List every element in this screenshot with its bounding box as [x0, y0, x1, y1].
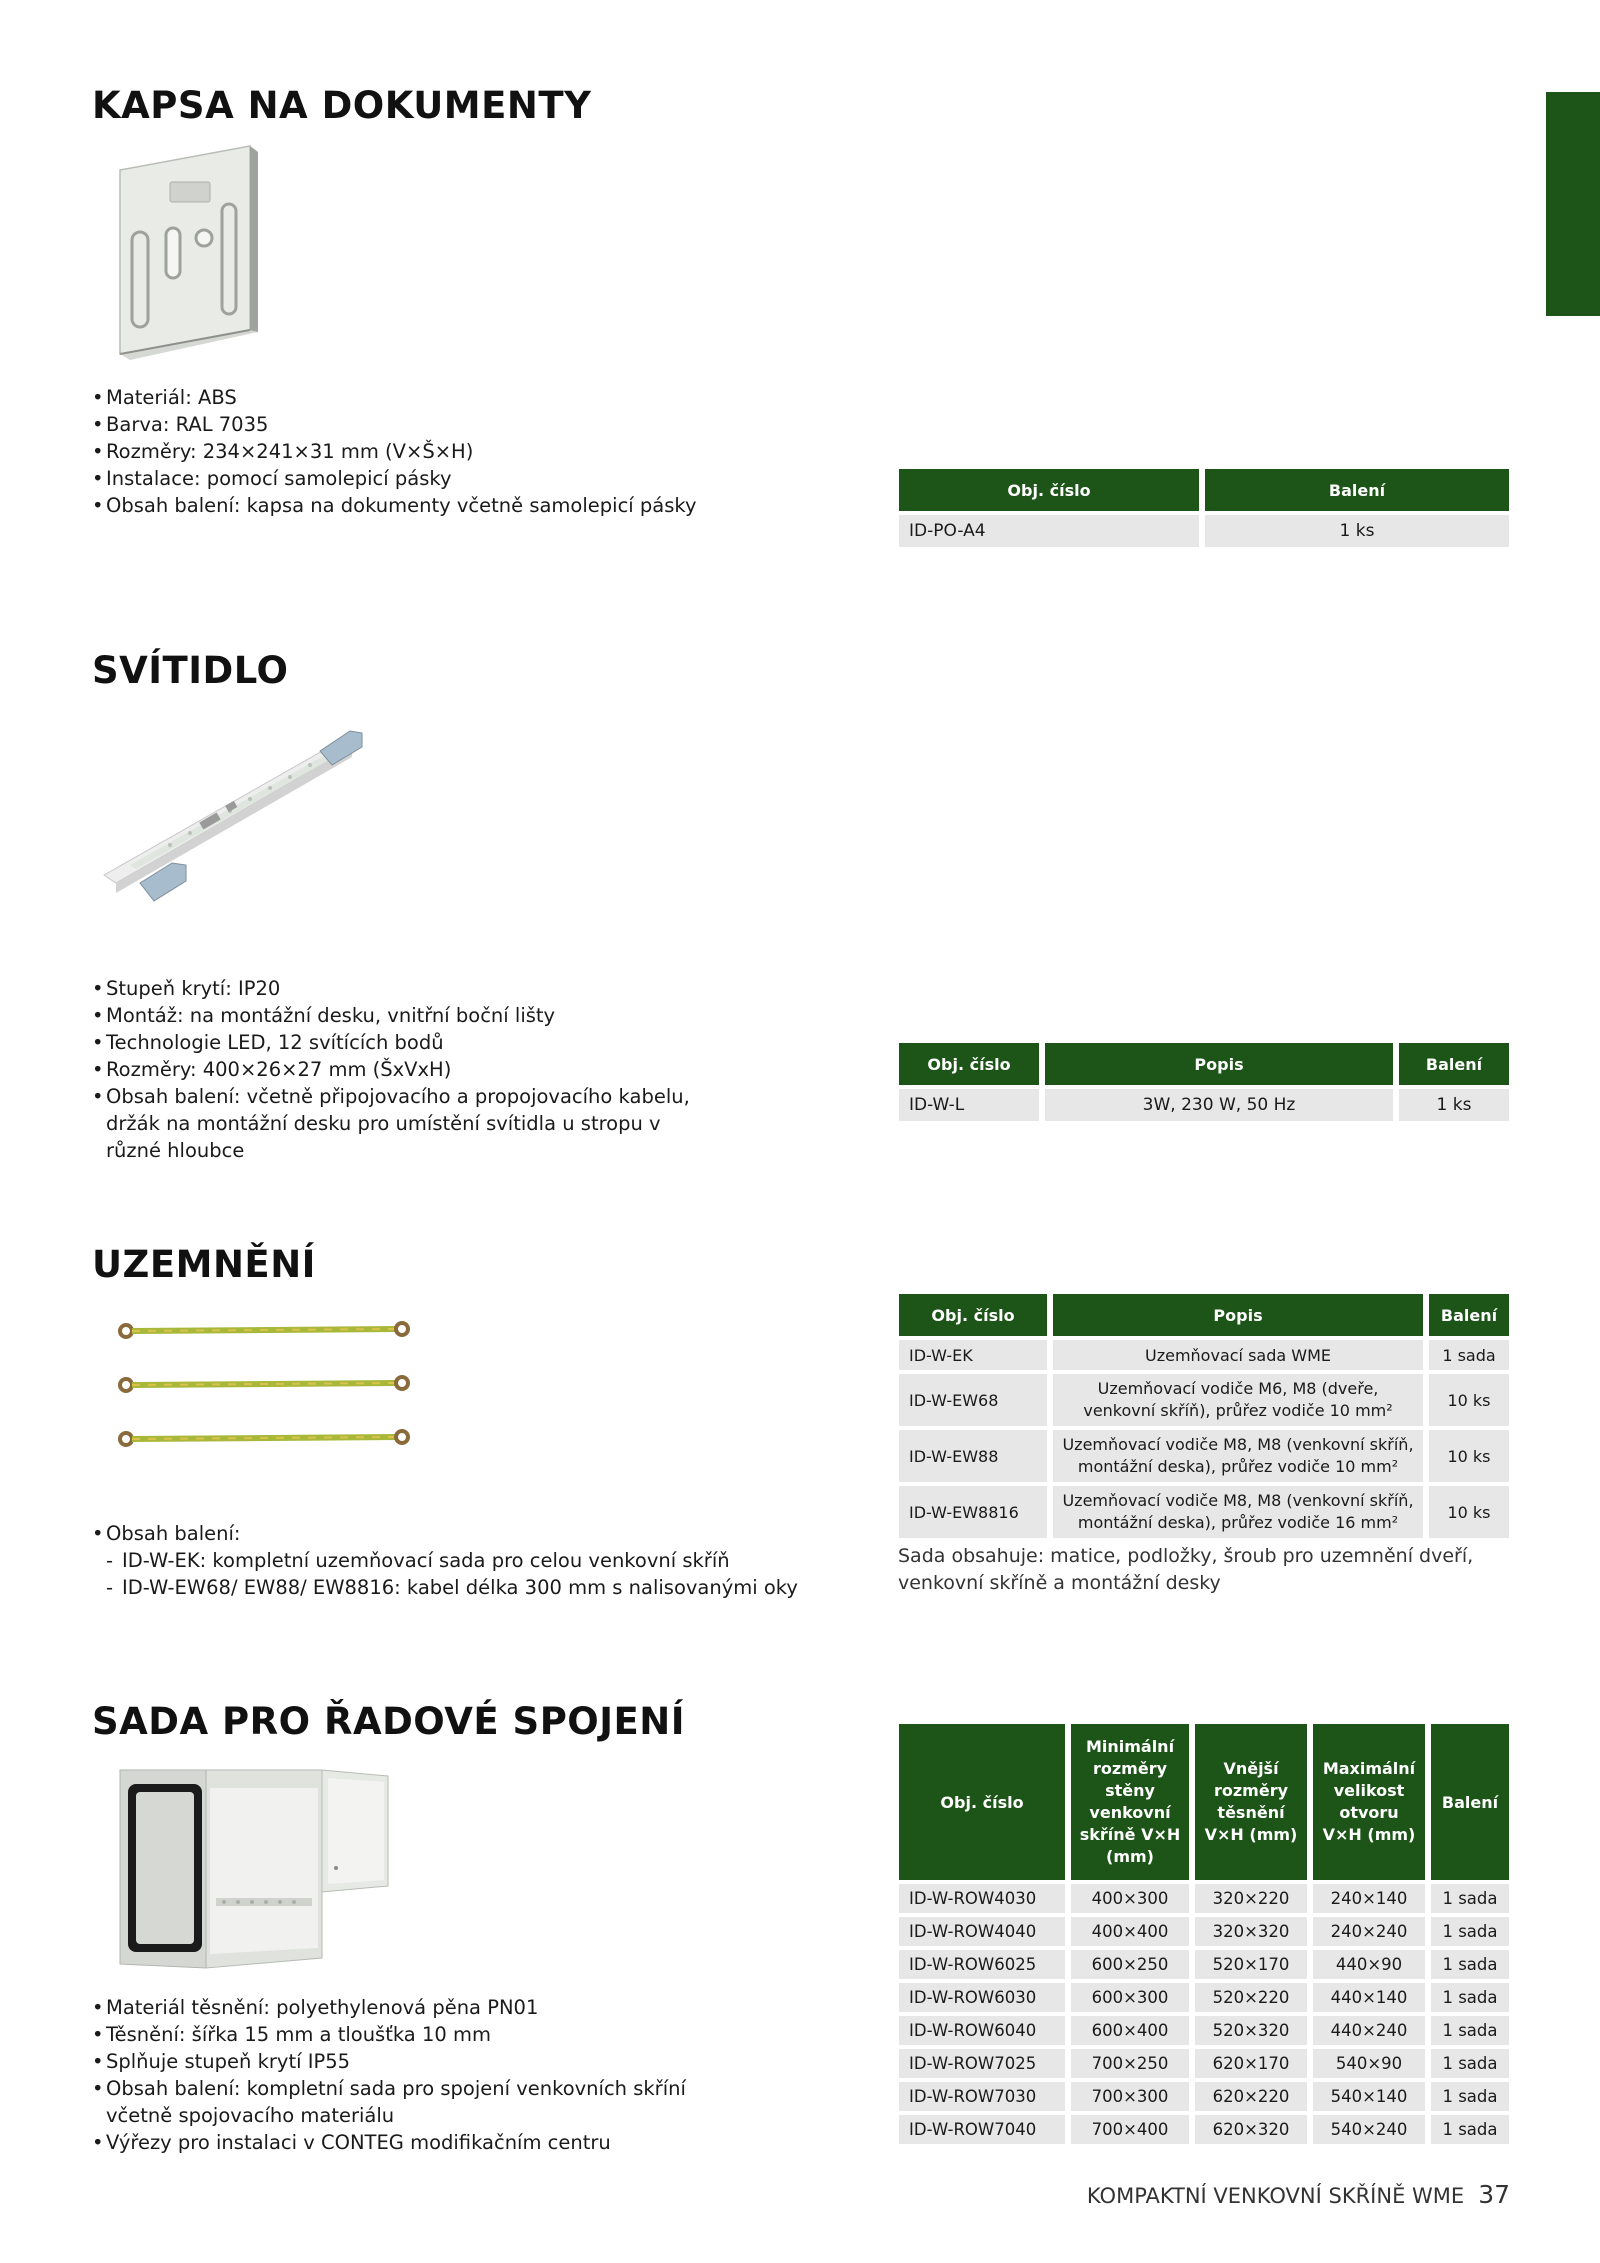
- column-header: Maximální velikost otvoru V×H (mm): [1313, 1724, 1425, 1880]
- order-code: ID-W-ROW6030: [899, 1983, 1065, 2012]
- gasket-size: 620×220: [1195, 2082, 1307, 2111]
- gasket-size: 520×170: [1195, 1950, 1307, 1979]
- section-title-uzemneni: UZEMNĚNÍ: [92, 1243, 316, 1286]
- footer-title: KOMPAKTNÍ VENKOVNÍ SKŘÍNĚ WME: [1086, 2184, 1465, 2208]
- table-row: [899, 1486, 1509, 1538]
- enclosure-row-kit-image: [112, 1768, 397, 1973]
- column-header: Balení: [1431, 1724, 1509, 1880]
- package-qty: 1 ks: [1399, 1089, 1509, 1121]
- list-item: • Splňuje stupeň krytí IP55: [92, 2048, 732, 2075]
- order-code: ID-W-L: [899, 1089, 1039, 1121]
- column-header: Vnější rozměry těsnění V×H (mm): [1195, 1724, 1307, 1880]
- table-row: [899, 1430, 1509, 1482]
- gasket-size: 320×320: [1195, 1917, 1307, 1946]
- package-qty: 1 sada: [1431, 1983, 1509, 2012]
- column-header: Obj. číslo: [899, 1724, 1065, 1880]
- package-qty: 10 ks: [1429, 1374, 1509, 1426]
- table-row: [899, 1950, 1509, 1979]
- led-light-image: [100, 725, 370, 905]
- order-code: ID-W-EW8816: [899, 1486, 1047, 1538]
- table-row: [899, 2082, 1509, 2111]
- list-item: • Obsah balení: kompletní sada pro spojení venkovních skříní včetně spojovacího materiálu: [92, 2075, 732, 2129]
- list-item: • Montáž: na montážní desku, vnitřní boční lišty: [92, 1002, 692, 1029]
- max-opening: 540×90: [1313, 2049, 1425, 2078]
- package-qty: 1 sada: [1429, 1340, 1509, 1370]
- sada-feature-list: [92, 1994, 732, 2156]
- gasket-size: 620×320: [1195, 2115, 1307, 2144]
- svitidlo-order-table: [893, 1039, 1515, 1125]
- svitidlo-feature-list: [92, 975, 692, 1164]
- list-item: • Materiál těsnění: polyethylenová pěna PN01: [92, 1994, 732, 2021]
- description: Uzemňovací vodiče M6, M8 (dveře, venkovní skříň), průřez vodiče 10 mm²: [1053, 1374, 1423, 1426]
- order-code: ID-W-ROW4040: [899, 1917, 1065, 1946]
- min-wall-size: 600×300: [1071, 1983, 1189, 2012]
- max-opening: 440×140: [1313, 1983, 1425, 2012]
- section-title-kapsa: KAPSA NA DOKUMENTY: [92, 84, 592, 127]
- list-item: • Stupeň krytí: IP20: [92, 975, 692, 1002]
- gasket-size: 520×220: [1195, 1983, 1307, 2012]
- max-opening: 240×140: [1313, 1884, 1425, 1913]
- max-opening: 240×240: [1313, 1917, 1425, 1946]
- order-code: ID-W-ROW7030: [899, 2082, 1065, 2111]
- package-qty: 10 ks: [1429, 1430, 1509, 1482]
- table-row: [899, 2016, 1509, 2045]
- kapsa-order-table: [893, 465, 1515, 551]
- kapsa-feature-list: [92, 384, 697, 519]
- min-wall-size: 700×250: [1071, 2049, 1189, 2078]
- column-header: Balení: [1399, 1043, 1509, 1085]
- list-subitem: - ID-W-EW68/ EW88/ EW8816: kabel délka 300 mm s nalisovanými oky: [106, 1576, 798, 1599]
- list-item: • Výřezy pro instalaci v CONTEG modifikačním centru: [92, 2129, 732, 2156]
- list-item: • Rozměry: 400×26×27 mm (ŠxVxH): [92, 1056, 692, 1083]
- document-pocket-image: [112, 142, 272, 367]
- package-qty: 1 sada: [1431, 2016, 1509, 2045]
- column-header: Popis: [1045, 1043, 1393, 1085]
- list-item: • Instalace: pomocí samolepicí pásky: [92, 465, 697, 492]
- min-wall-size: 400×400: [1071, 1917, 1189, 1946]
- list-item: • Těsnění: šířka 15 mm a tloušťka 10 mm: [92, 2021, 732, 2048]
- package-qty: 1 sada: [1431, 2115, 1509, 2144]
- order-code: ID-W-ROW7040: [899, 2115, 1065, 2144]
- table-row: [899, 1089, 1509, 1121]
- list-subitem: - ID-W-EK: kompletní uzemňovací sada pro celou venkovní skříň: [106, 1549, 730, 1572]
- column-header: Balení: [1429, 1294, 1509, 1336]
- table-row: [899, 1340, 1509, 1370]
- order-code: ID-W-ROW6040: [899, 2016, 1065, 2045]
- description: 3W, 230 W, 50 Hz: [1045, 1089, 1393, 1121]
- order-code: ID-PO-A4: [899, 515, 1199, 547]
- column-header: Obj. číslo: [899, 469, 1199, 511]
- min-wall-size: 600×400: [1071, 2016, 1189, 2045]
- table-row: [899, 1917, 1509, 1946]
- uzemneni-note: Sada obsahuje: matice, podložky, šroub pro uzemnění dveří, venkovní skříně a montážní desky: [898, 1545, 1474, 1594]
- section-title-sada: SADA PRO ŘADOVÉ SPOJENÍ: [92, 1700, 686, 1743]
- table-row: [899, 1374, 1509, 1426]
- min-wall-size: 400×300: [1071, 1884, 1189, 1913]
- min-wall-size: 700×400: [1071, 2115, 1189, 2144]
- list-item: • Obsah balení: včetně připojovacího a propojovacího kabelu, držák na montážní desku pro umístění svítidla u stropu v různé hloubce: [92, 1083, 692, 1164]
- description: Uzemňovací sada WME: [1053, 1340, 1423, 1370]
- order-code: ID-W-ROW4030: [899, 1884, 1065, 1913]
- gasket-size: 320×220: [1195, 1884, 1307, 1913]
- uzemneni-feature-list: [92, 1520, 892, 1601]
- uzemneni-order-table: [893, 1290, 1515, 1542]
- list-item: • Barva: RAL 7035: [92, 411, 697, 438]
- list-item: • Rozměry: 234×241×31 mm (V×Š×H): [92, 438, 697, 465]
- chapter-tab-marker: [1546, 92, 1600, 316]
- min-wall-size: 700×300: [1071, 2082, 1189, 2111]
- table-row: [899, 2115, 1509, 2144]
- description: Uzemňovací vodiče M8, M8 (venkovní skříň, montážní deska), průřez vodiče 10 mm²: [1053, 1430, 1423, 1482]
- order-code: ID-W-ROW7025: [899, 2049, 1065, 2078]
- list-item: • Technologie LED, 12 svítících bodů: [92, 1029, 692, 1056]
- table-row: [899, 515, 1509, 547]
- list-item: • Obsah balení: kapsa na dokumenty včetně samolepicí pásky: [92, 492, 697, 519]
- column-header: Obj. číslo: [899, 1043, 1039, 1085]
- page-footer: [1087, 2180, 1510, 2209]
- order-code: ID-W-ROW6025: [899, 1950, 1065, 1979]
- table-row: [899, 1983, 1509, 2012]
- description: Uzemňovací vodiče M8, M8 (venkovní skříň, montážní deska), průřez vodiče 16 mm²: [1053, 1486, 1423, 1538]
- package-qty: 1 sada: [1431, 2082, 1509, 2111]
- section-title-svitidlo: SVÍTIDLO: [92, 649, 289, 692]
- table-row: [899, 2049, 1509, 2078]
- list-item: • Materiál: ABS: [92, 384, 697, 411]
- column-header: Popis: [1053, 1294, 1423, 1336]
- column-header: Obj. číslo: [899, 1294, 1047, 1336]
- package-qty: 10 ks: [1429, 1486, 1509, 1538]
- order-code: ID-W-EW68: [899, 1374, 1047, 1426]
- order-code: ID-W-EW88: [899, 1430, 1047, 1482]
- package-qty: 1 sada: [1431, 1884, 1509, 1913]
- package-qty: 1 sada: [1431, 2049, 1509, 2078]
- package-qty: 1 sada: [1431, 1950, 1509, 1979]
- max-opening: 540×240: [1313, 2115, 1425, 2144]
- column-header: Minimální rozměry stěny venkovní skříně V×H (mm): [1071, 1724, 1189, 1880]
- min-wall-size: 600×250: [1071, 1950, 1189, 1979]
- column-header: Balení: [1205, 469, 1509, 511]
- table-row: [899, 1884, 1509, 1913]
- list-item: • Obsah balení:: [92, 1520, 892, 1547]
- sada-order-table: [893, 1720, 1515, 2148]
- gasket-size: 620×170: [1195, 2049, 1307, 2078]
- grounding-cables-image: [110, 1315, 420, 1455]
- order-code: ID-W-EK: [899, 1340, 1047, 1370]
- package-qty: 1 sada: [1431, 1917, 1509, 1946]
- page-number: 37: [1478, 2180, 1510, 2209]
- package-qty: 1 ks: [1205, 515, 1509, 547]
- max-opening: 440×90: [1313, 1950, 1425, 1979]
- gasket-size: 520×320: [1195, 2016, 1307, 2045]
- max-opening: 440×240: [1313, 2016, 1425, 2045]
- max-opening: 540×140: [1313, 2082, 1425, 2111]
